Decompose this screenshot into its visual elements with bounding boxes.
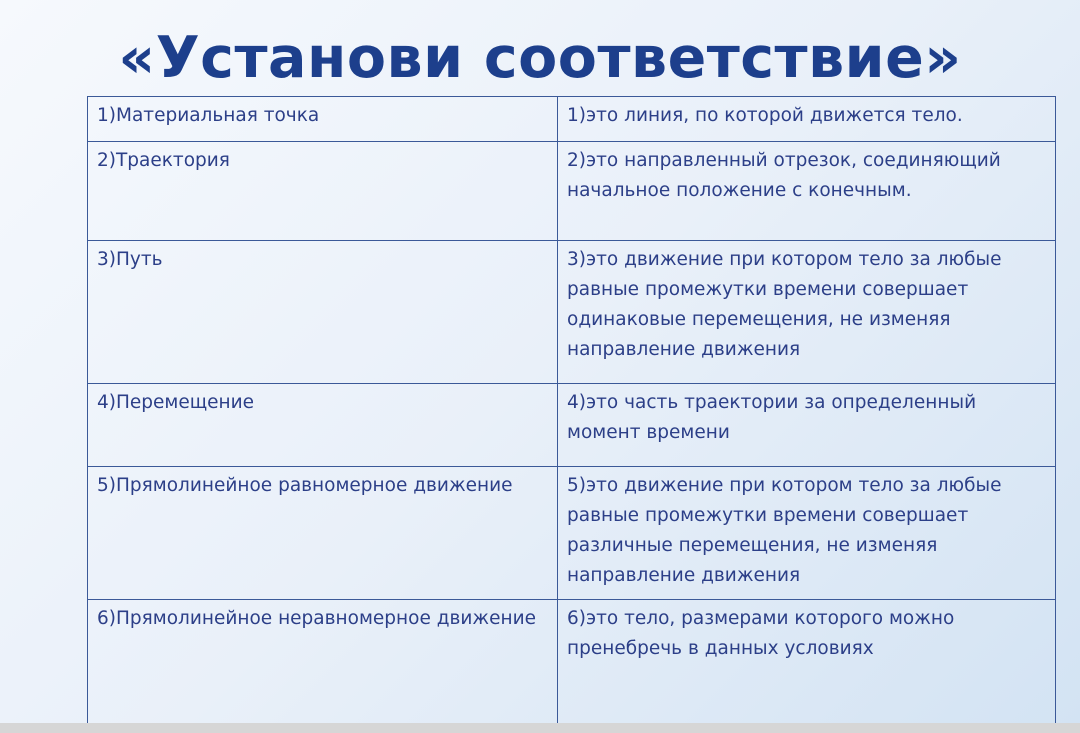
definition-cell: 1)это линия, по которой движется тело. xyxy=(558,97,1056,142)
term-cell: 6)Прямолинейное неравномерное движение xyxy=(88,600,558,724)
term-cell: 3)Путь xyxy=(88,241,558,384)
table-row xyxy=(88,384,1056,467)
term-cell: 1)Материальная точка xyxy=(88,97,558,142)
slide-title: «Установи соответствие» xyxy=(118,25,962,91)
bottom-strip xyxy=(0,723,1080,733)
definition-cell: 3)это движение при котором тело за любые равные промежутки времени совершает одинаковые перемещения, не изменяя направление движения xyxy=(558,241,1056,384)
table-row xyxy=(88,467,1056,600)
term-cell: 4)Перемещение xyxy=(88,384,558,467)
term-cell: 5)Прямолинейное равномерное движение xyxy=(88,467,558,600)
definition-cell: 5)это движение при котором тело за любые равные промежутки времени совершает различные перемещения, не изменяя направление движения xyxy=(558,467,1056,600)
matching-table xyxy=(87,96,1056,724)
definition-cell: 2)это направленный отрезок, соединяющий начальное положение с конечным. xyxy=(558,142,1056,241)
definition-cell: 6)это тело, размерами которого можно пренебречь в данных условиях xyxy=(558,600,1056,724)
table-row xyxy=(88,600,1056,724)
table-row xyxy=(88,241,1056,384)
table-row xyxy=(88,142,1056,241)
term-cell: 2)Траектория xyxy=(88,142,558,241)
table-row xyxy=(88,97,1056,142)
definition-cell: 4)это часть траектории за определенный момент времени xyxy=(558,384,1056,467)
